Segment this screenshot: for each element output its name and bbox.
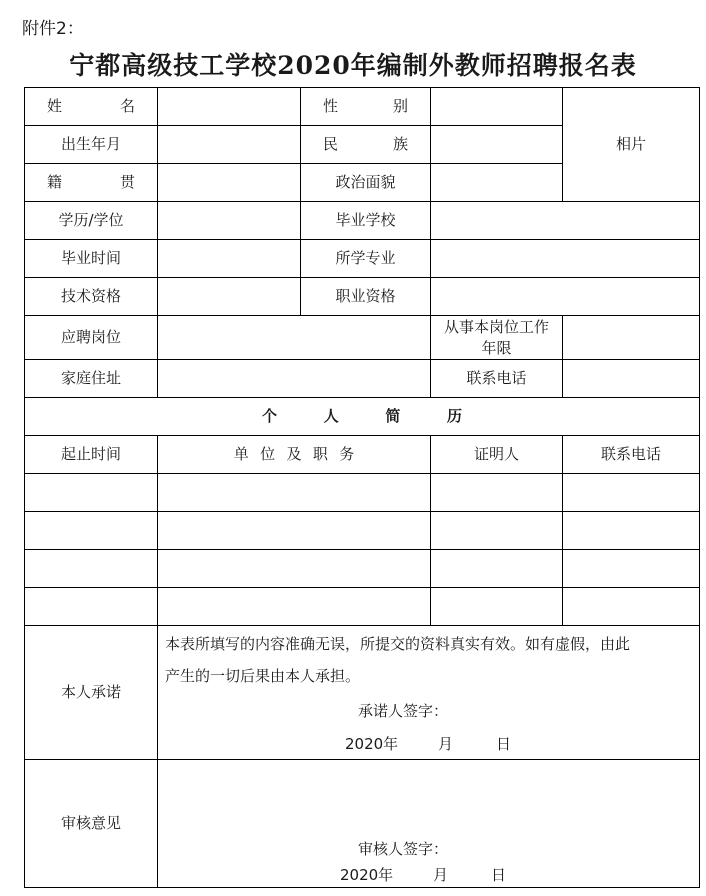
resume-col-period: 起止时间 <box>60 445 121 463</box>
political-status-label: 政治面貌 <box>335 173 396 191</box>
technical-qual-value-cell[interactable] <box>158 278 300 315</box>
major-label: 所学专业 <box>335 249 396 267</box>
resume-col-witness: 证明人 <box>473 445 519 463</box>
address-label: 家庭住址 <box>60 369 121 387</box>
address-value-cell[interactable] <box>158 360 430 397</box>
graduation-time-label: 毕业时间 <box>60 249 121 267</box>
major-value-cell[interactable] <box>431 240 699 277</box>
gender-value-cell[interactable] <box>431 88 562 125</box>
birth-label: 出生年月 <box>60 135 121 153</box>
technical-qual-label: 技术资格 <box>60 287 121 305</box>
resume-section-title: 个 人 简 历 <box>262 407 462 425</box>
name-label: 姓 名 <box>47 97 135 115</box>
native-place-label: 籍 贯 <box>47 173 135 191</box>
pledge-text-line1: 本表所填写的内容准确无误，所提交的资料真实有效。如有虚假，由此 <box>165 635 631 653</box>
birth-value-cell[interactable] <box>158 126 300 163</box>
pledge-date-year: 2020年 <box>345 735 399 753</box>
review-label: 审核意见 <box>60 814 121 832</box>
ethnicity-label: 民 族 <box>323 135 408 153</box>
position-label: 应聘岗位 <box>60 328 121 346</box>
pledge-date-month: 月 <box>438 735 454 753</box>
pledge-label: 本人承诺 <box>60 683 121 701</box>
graduate-school-label: 毕业学校 <box>335 211 396 229</box>
resume-col-unit-duty: 单 位 及 职 务 <box>233 445 355 463</box>
professional-qual-label: 职业资格 <box>335 287 396 305</box>
contact-phone-label: 联系电话 <box>466 369 527 387</box>
photo-cell[interactable]: 相片 <box>615 135 646 153</box>
pledge-signature-label: 承诺人签字： <box>358 702 449 720</box>
professional-qual-value-cell[interactable] <box>431 278 699 315</box>
years-in-post-label: 从事本岗位工作年限 <box>443 317 549 357</box>
pledge-text-line2: 产生的一切后果由本人承担。 <box>165 667 361 685</box>
attachment-label: 附件2： <box>22 19 84 39</box>
review-date-year: 2020年 <box>340 866 394 884</box>
form-title: 宁都高级技工学校2020年编制外教师招聘报名表 <box>69 51 637 80</box>
education-value-cell[interactable] <box>158 202 300 239</box>
native-place-value-cell[interactable] <box>158 164 300 201</box>
political-status-value-cell[interactable] <box>431 164 562 201</box>
graduate-school-value-cell[interactable] <box>431 202 699 239</box>
contact-phone-value-cell[interactable] <box>563 360 699 397</box>
years-in-post-value-cell[interactable] <box>563 316 699 359</box>
gender-label: 性 别 <box>323 97 408 115</box>
review-date-month: 月 <box>433 866 449 884</box>
review-date-day: 日 <box>491 866 507 884</box>
pledge-date-day: 日 <box>496 735 512 753</box>
graduation-time-value-cell[interactable] <box>158 240 300 277</box>
resume-col-phone: 联系电话 <box>600 445 661 463</box>
review-signature-label: 审核人签字： <box>358 840 449 858</box>
education-label: 学历/学位 <box>58 211 124 229</box>
ethnicity-value-cell[interactable] <box>431 126 562 163</box>
name-value-cell[interactable] <box>158 88 300 125</box>
review-opinion-area[interactable] <box>158 760 699 835</box>
position-value-cell[interactable] <box>158 316 430 359</box>
